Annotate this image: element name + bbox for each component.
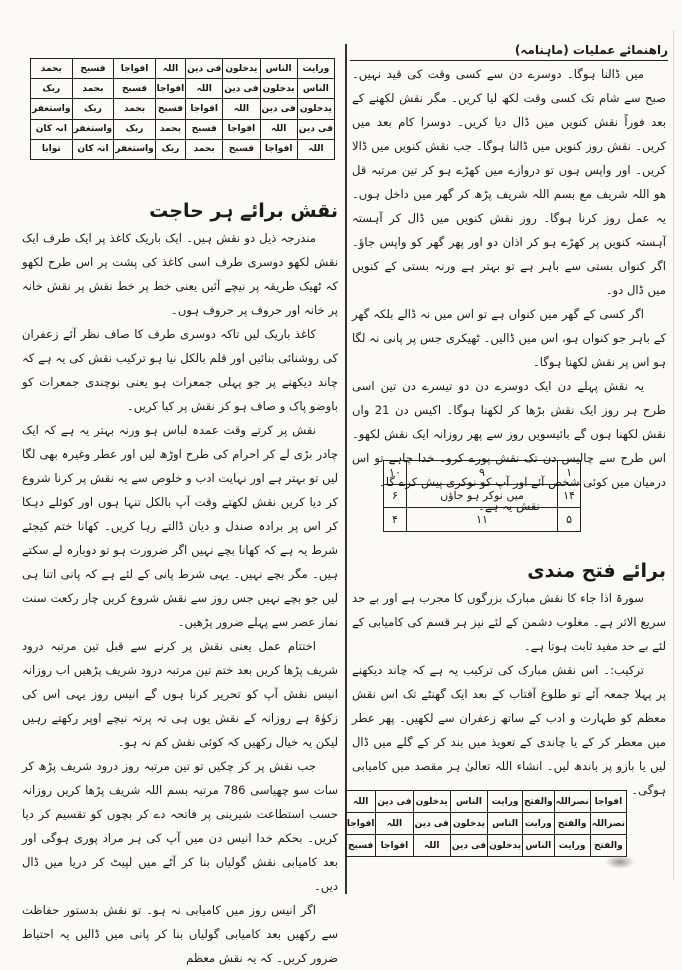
naqsh-table-middle (383, 460, 581, 532)
table-cell: بحمد (114, 99, 156, 119)
section-heading-har-hajat: نقش برائے ہر حاجت (149, 200, 338, 222)
left-column (22, 196, 338, 970)
table-cell: اللہ (260, 119, 297, 139)
table-cell: یدخلون (223, 59, 260, 79)
paragraph: جب نقش پر کر چکیں تو تین مرتبہ روز درود شریف پڑھ کر سات سو چھیاسی 786 مرتبہ بسم اللہ شریف پڑھا کریں روزانہ حسب استطاعت شیرینی پر فاتحہ دے کر بچوں کو تقسیم کر دیا کریں۔ بحکم خدا انیس دن میں آپ کی ہر مراد پوری ہوگی اور بعد کامیابی نقش گولیاں بنا کر آٹے میں لپیٹ کر دریا میں ڈال دیں۔ (22, 759, 338, 893)
right-column-lower (352, 556, 666, 802)
table-cell: واستغفر (72, 119, 114, 139)
table-cell: ۱ (558, 461, 581, 485)
table-cell: یدخلون (413, 791, 450, 813)
table-row (384, 484, 581, 508)
paragraph: سورۃ اذا جاء کا نقش مبارک بزرگوں کا مجرب ہے اور بے حد سریع الاثر ہے۔ مغلوب دشمن کے لئے نیز ہر قسم کی کامیابی کے لئے بے حد مفید ثابت ہوتا ہے۔ (352, 591, 666, 653)
table-cell: ورایت (297, 59, 334, 79)
table-cell: ربک (72, 99, 114, 119)
table-row (31, 139, 335, 159)
table-row (31, 99, 335, 119)
table-cell: فسبح (223, 139, 260, 159)
table-cell: نصراللہ (554, 791, 590, 813)
column-divider (345, 44, 347, 894)
paragraph: اگر کسی کے گھر میں کنواں ہے تو اس میں نہ ڈالے بلکہ گھر کے باہر جو کنواں ہو، اس میں ڈالیں۔ ٹھیکری جس پر پانی نہ لگا ہو اس پر نقش لکھنا ہوگا۔ (352, 307, 666, 369)
table-cell: بحمد (186, 139, 223, 159)
table-cell: ۱۰ (384, 461, 407, 485)
table-row (31, 79, 335, 99)
naqsh-table-bottom (345, 790, 627, 857)
table-cell: فی دین (376, 791, 413, 813)
table-cell: فی دین (297, 119, 334, 139)
table-cell: بحمد (155, 119, 185, 139)
table-cell: الناس (297, 79, 334, 99)
page-header: راهنمائے عملیات (ماہنامہ) (350, 40, 668, 61)
table-cell: افواجا (260, 139, 297, 159)
table-cell: یدخلون (260, 79, 297, 99)
table-cell: فی دین (223, 79, 260, 99)
table-cell: بحمد (31, 59, 73, 79)
table-cell: ۶ (384, 484, 407, 508)
table-row (346, 813, 627, 835)
table-cell: افواجا (155, 79, 185, 99)
table-cell: ربک (155, 139, 185, 159)
table-row (346, 835, 627, 857)
table-cell: ۴ (384, 508, 407, 532)
table-cell: فی دین (260, 99, 297, 119)
section-heading-fatah-mandi: برائے فتح مندی (527, 560, 666, 582)
table-cell: اللہ (297, 139, 334, 159)
table-row (346, 791, 627, 813)
paragraph: اگر انیس روز میں کامیابی نہ ہو۔ تو نقش بدستور حفاظت سے رکھیں بعد کامیابی گولیاں بنا کر پانی میں ڈالیں یہ احتیاط ضرور کریں۔ کہ یہ نقش معظم (22, 903, 338, 965)
table-row (384, 461, 581, 485)
table-cell: افواجا (223, 119, 260, 139)
table-cell: ۱۱ (406, 508, 557, 532)
paragraph: یہ نقش پہلے دن ایک دوسرے دن دو تیسرے دن تین اسی طرح ہر روز ایک نقش بڑھا کر لکھنا ہوگا۔ اکیس دن 21 واں نقش لکھنا ہوں گے بائیسویں روز سے پھر روزانہ ایک نقش لکھو۔ اس طرح سے چالیس دن تک نقش پورے کرو۔ خدا چاہے تو اس درمیان میں کوئی شخص آئے اور آپ کو نوکری پیش کرے گا۔ (352, 379, 666, 489)
right-column (352, 62, 666, 518)
table-cell: توابا (31, 139, 73, 159)
paragraph: نقش پر کرتے وقت عمدہ لباس ہو ورنہ بہتر یہ ہے کہ ایک چادر بڑی لے کر احرام کی طرح اوڑھ لیں اور عطر وغیرہ بھی لگا لیں تو بہتر ہے اور نہایت ادب و خلوص سے یہ نقش پر کرنا شروع کر دیا کریں نقش لکھتے وقت آپ بالکل تنہا ہوں اور کوئلے دہکا کر اس پر برادہ صندل و دیان ڈالتے رہا کریں۔ کھانا ختم کیجئے شرط یہ ہے کہ کھانا بچے نہیں اگر ضرورت ہو تو دوبارہ لے سکتے ہیں۔ مگر بچے نہیں۔ یہی شرط پانی کے لئے ہے کہ پانی اتنا ہی لیں جو بچے نہیں جس روز سے نقش شروع کریں چار رکعت سنت نماز عصر سے پہلے ضرور پڑھیں۔ (22, 423, 338, 629)
paragraph: مندرجہ ذیل دو نقش ہیں۔ ایک باریک کاغذ پر ایک طرف ایک نقش لکھو دوسری طرف اسی کاغذ کی پشت پر اس طرح لکھو کہ ٹھیک طریقہ پر نیچے آئیں یعنی خط پر خط نقش پر نقش خانہ پر خانہ اور حروف پر حروف ہوں۔ (22, 231, 338, 317)
table-cell: انہ کان (31, 119, 73, 139)
table-cell: اللہ (155, 59, 185, 79)
table-cell: ورایت (488, 791, 523, 813)
table-cell: ۱۴ (558, 484, 581, 508)
table-cell: اللہ (186, 79, 223, 99)
table-cell: نصراللہ (590, 813, 626, 835)
table-cell: افواجا (590, 791, 626, 813)
table-cell: فسبح (186, 119, 223, 139)
table-cell: یدخلون (488, 835, 523, 857)
table-cell: والفتح (590, 835, 626, 857)
table-cell: افواجا (186, 99, 223, 119)
table-cell: فی دین (450, 835, 487, 857)
table-cell: یدخلون (297, 99, 334, 119)
table-cell: افواجا (346, 813, 376, 835)
table-cell: اللہ (346, 791, 376, 813)
table-row (31, 59, 335, 79)
naqsh-label: نقش یہ ہے۔ (478, 499, 540, 513)
paragraph: اختتام عمل یعنی نقش پر کرنے سے قبل تین مرتبہ درود شریف پڑھا کریں بعد ختم تین مرتبہ درود شریف پڑھیں اب روزانہ انیس نقش آپ کو تحریر کرنا ہوں گے انیس روز یہی اس کی زکوٰۃ ہے روزانہ کے نقش یوں ہی تہ پرتہ نیچے اوپر رکھتے رہیں لیکن یہ خیال رکھیں کہ کوئی نقش کم نہ ہو۔ (22, 639, 338, 749)
table-cell: اللہ (413, 835, 450, 857)
table-cell: ربک (114, 119, 156, 139)
table-cell: فی دین (186, 59, 223, 79)
table-cell: والفتح (523, 791, 554, 813)
table-cell: واستغفر (31, 99, 73, 119)
table-cell: اللہ (223, 99, 260, 119)
table-cell: بحمد (72, 79, 114, 99)
table-cell: الناس (488, 813, 523, 835)
table-cell: اللہ (376, 813, 413, 835)
table-cell: یدخلون (450, 813, 487, 835)
table-row (384, 508, 581, 532)
table-cell: والفتح (554, 813, 590, 835)
table-cell: ربک (31, 79, 73, 99)
paragraph: کاغذ باریک لیں تاکہ دوسری طرف کا صاف نظر آئے زعفران کی روشنائی بنائیں اور قلم بالکل نیا ہو ترکیب نقش کی یہ ہے کہ چاند دیکھنے پر جو پہلی جمعرات ہو یعنی نوچندی جمعرات کو باوضو پاک و صاف ہو کر نقش پر کیا کریں۔ (22, 327, 338, 413)
table-cell: ورایت (523, 813, 554, 835)
table-cell: ۹ (406, 461, 557, 485)
table-cell: فسبح (346, 835, 376, 857)
paragraph: میں ڈالنا ہوگا۔ دوسرے دن سے کسی وقت کی قید نہیں۔ صبح سے شام تک کسی وقت لکھ لیا کریں۔ مگر نقش لکھنے کے بعد فوراً نقش کنویں میں ڈال دیا کریں۔ دوسرا کام بعد میں کریں۔ نقش روز کنویں میں ڈالنا ہوگا۔ جب نقش کنویں میں ڈالا کریں۔ اور واپس ہوں تو دروازے میں کھڑے ہو کر تین مرتبہ قل ھو اللہ شریف مع بسم اللہ شریف پڑھ کر گھر میں داخل ہوں۔ یہ عمل روز کرنا ہوگا۔ روز نقش کنویں میں ڈال کر آہستہ آہستہ کنویں پر کھڑے ہو کر اذان دو اور پھر گھر کو واپس جاؤ۔ اگر کنواں بستی سے باہر ہے تو بہتر ہے ورنہ بستی کے کنویں میں ڈال دو۔ (352, 67, 666, 297)
page-edge (673, 30, 674, 880)
table-cell: ورایت (554, 835, 590, 857)
table-cell: ۵ (558, 508, 581, 532)
table-row (31, 119, 335, 139)
table-cell: الناس (523, 835, 554, 857)
table-cell: افواجا (376, 835, 413, 857)
table-cell: الناس (260, 59, 297, 79)
table-cell: افواجا (114, 59, 156, 79)
table-cell: فسبح (114, 79, 156, 99)
paragraph: ترکیب:۔ اس نقش مبارک کی ترکیب یہ ہے کہ چاند دیکھنے پر پہلا جمعہ آئے تو طلوع آفتاب کے بعد ایک گھنٹے تک اس نقش معظم کو طہارت و ادب کے ساتھ زعفران سے لکھیں۔ پھر عطر میں معطر کر کے یا چاندی کے تعویذ میں بند کر کے گلے میں ڈال لیں یا بازو پر باندھ لیں۔ انشاء اللہ تعالیٰ ہر مقصد میں کامیابی ہوگی۔ (352, 663, 666, 797)
table-cell: انہ کان (72, 139, 114, 159)
naqsh-table-top (30, 58, 335, 160)
scan-smudge (605, 855, 635, 869)
table-cell: الناس (450, 791, 487, 813)
table-cell: واستغفر (114, 139, 156, 159)
table-cell: فسبح (155, 99, 185, 119)
table-cell: فسبح (72, 59, 114, 79)
table-cell: فی دین (413, 813, 450, 835)
table-cell: میں نوکر ہو جاؤں (406, 484, 557, 508)
